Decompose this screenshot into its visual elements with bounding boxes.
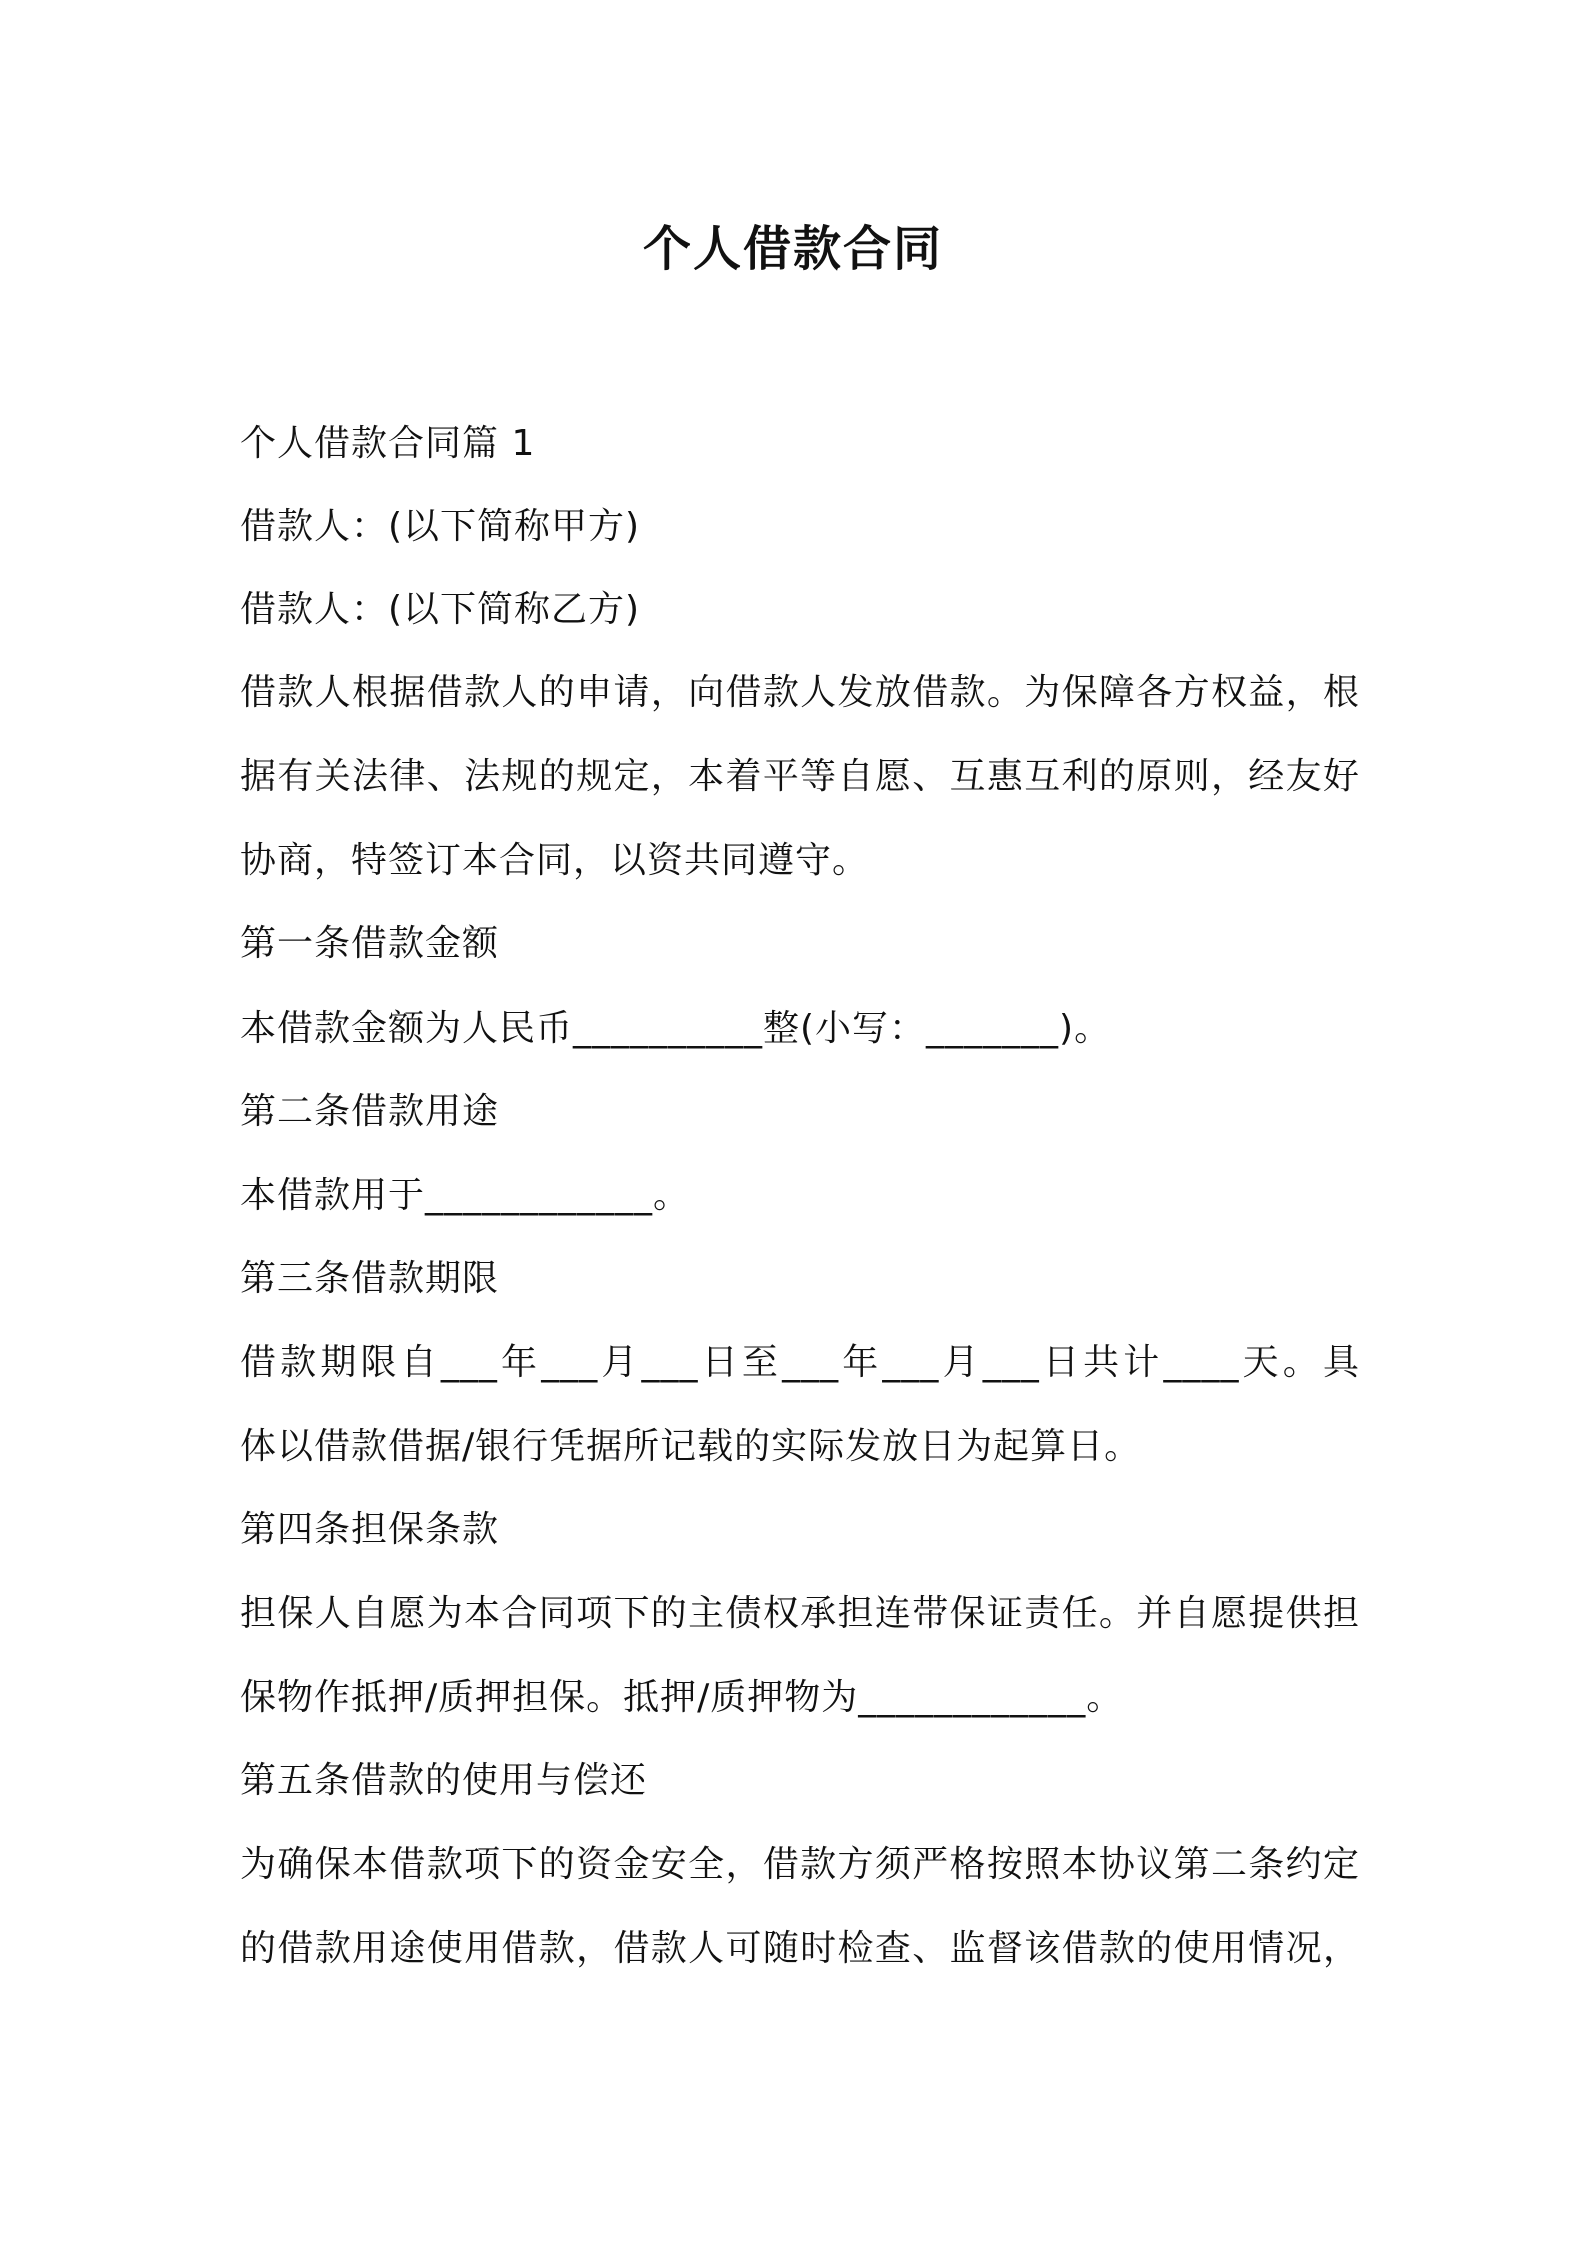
lender-line: 借款人：(以下简称甲方) (240, 506, 641, 547)
preamble-line-2: 据有关法律、法规的规定，本着平等自愿、互惠互利的原则，经友好 (240, 756, 1360, 797)
article-2-body: 本借款用于____________。 (240, 1175, 691, 1216)
article-5-heading: 第五条借款的使用与偿还 (240, 1760, 648, 1801)
preamble-line-3: 协商，特签订本合同，以资共同遵守。 (240, 840, 870, 881)
document-title: 个人借款合同 (642, 221, 943, 277)
article-3-body-line-2: 体以借款借据/银行凭据所记载的实际发放日为起算日。 (240, 1426, 1142, 1467)
article-4-body-line-1: 担保人自愿为本合同项下的主债权承担连带保证责任。并自愿提供担 (240, 1593, 1360, 1634)
borrower-line: 借款人：(以下简称乙方) (240, 589, 641, 630)
article-4-heading: 第四条担保条款 (240, 1509, 500, 1550)
article-3-body-line-1: 借款期限自___年___月___日至___年___月___日共计____天。具 (240, 1342, 1360, 1383)
article-1-heading: 第一条借款金额 (240, 923, 500, 964)
article-1-body: 本借款金额为人民币__________整(小写：_______)。 (240, 1008, 1112, 1049)
article-5-body-line-1: 为确保本借款项下的资金安全，借款方须严格按照本协议第二条约定 (240, 1844, 1360, 1885)
preamble-line-1: 借款人根据借款人的申请，向借款人发放借款。为保障各方权益，根 (240, 672, 1360, 713)
section-heading-part-1: 个人借款合同篇 1 (240, 423, 536, 464)
article-4-body-line-2: 保物作抵押/质押担保。抵押/质押物为____________。 (240, 1677, 1124, 1718)
article-3-heading: 第三条借款期限 (240, 1258, 500, 1299)
article-5-body-line-2: 的借款用途使用借款，借款人可随时检查、监督该借款的使用情况， (240, 1928, 1360, 1969)
article-2-heading: 第二条借款用途 (240, 1091, 500, 1132)
